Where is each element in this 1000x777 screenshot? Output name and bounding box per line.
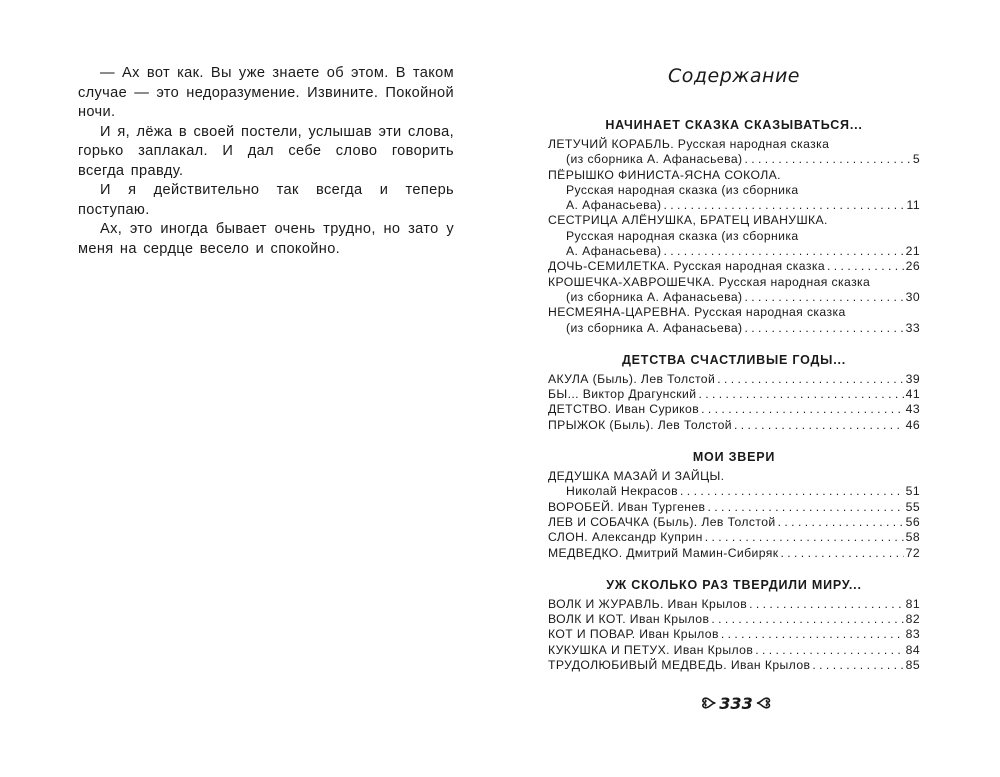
- toc-entry[interactable]: [548, 500, 920, 515]
- toc-entry-text: БЫ... Виктор Драгунский: [548, 387, 697, 402]
- toc-entry-text: ДОЧЬ-СЕМИЛЕТКА. Русская народная сказка: [548, 259, 826, 274]
- toc-entry[interactable]: [548, 597, 920, 612]
- toc-entry-text: КОТ И ПОВАР. Иван Крылов: [548, 627, 719, 642]
- toc-entry[interactable]: [548, 137, 920, 168]
- toc-entry[interactable]: [548, 530, 920, 545]
- toc-entry[interactable]: [548, 546, 920, 561]
- dot-leader: [744, 290, 903, 305]
- table-of-contents: [548, 64, 920, 687]
- toc-entry-line: [548, 418, 920, 433]
- toc-entry-page: 33: [905, 320, 920, 335]
- toc-entry-page: 51: [905, 484, 920, 499]
- toc-entry-line: [548, 372, 920, 387]
- toc-section: [548, 115, 920, 336]
- toc-entry-text: ПРЫЖОК (Быль). Лев Толстой: [548, 417, 733, 432]
- toc-entry-page: 83: [905, 627, 920, 642]
- toc-title: Содержание: [668, 65, 800, 87]
- toc-entry-page: 26: [905, 259, 920, 274]
- toc-entries: [548, 469, 920, 561]
- paragraph: — Ах вот как. Вы уже знаете об этом. В таком случае — это недоразумение. Извините. Покойной ночи.: [78, 65, 454, 120]
- toc-entry-line: [548, 168, 920, 183]
- toc-entry-text: А. Афанасьева): [566, 198, 662, 213]
- toc-entry-line: [548, 627, 920, 642]
- toc-entry-text: ЛЕТУЧИЙ КОРАБЛЬ. Русская народная сказка: [548, 137, 830, 151]
- toc-entry-page: 43: [905, 402, 920, 417]
- toc-entry[interactable]: [548, 275, 920, 306]
- toc-entry-text: ТРУДОЛЮБИВЫЙ МЕДВЕДЬ. Иван Крылов: [548, 658, 811, 673]
- toc-entry[interactable]: [548, 469, 920, 500]
- toc-section-title: МОИ ЗВЕРИ: [692, 450, 776, 465]
- toc-entry-text: КРОШЕЧКА-ХАВРОШЕЧКА. Русская народная сказка: [548, 274, 871, 289]
- dot-leader: [705, 530, 904, 545]
- toc-entry-text: ВОЛК И КОТ. Иван Крылов: [548, 612, 710, 627]
- toc-entry-text: ДЕТСТВО. Иван Суриков: [548, 402, 700, 417]
- toc-entry-text: (из сборника А. Афанасьева): [566, 320, 743, 335]
- toc-entry[interactable]: [548, 515, 920, 530]
- toc-entry-page: 81: [905, 596, 920, 611]
- dot-leader: [663, 198, 904, 213]
- dot-leader: [780, 546, 903, 561]
- toc-entry-line: [548, 137, 920, 152]
- toc-entry-text: ЛЕВ И СОБАЧКА (Быль). Лев Толстой: [548, 514, 776, 529]
- dot-leader: [701, 402, 904, 417]
- toc-entry[interactable]: [548, 372, 920, 387]
- toc-entry-line: [548, 515, 920, 530]
- dot-leader: [717, 372, 903, 387]
- toc-entry-text: МЕДВЕДКО. Дмитрий Мамин-Сибиряк: [548, 545, 779, 560]
- toc-entry-page: 55: [905, 499, 920, 514]
- dot-leader: [744, 152, 910, 167]
- toc-entry-line: [548, 244, 920, 259]
- toc-entry-line: [548, 305, 920, 320]
- dot-leader: [721, 627, 904, 642]
- toc-entry-line: [548, 402, 920, 417]
- dot-leader: [680, 484, 904, 499]
- toc-entry-text: КУКУШКА И ПЕТУХ. Иван Крылов: [548, 642, 754, 657]
- toc-entry-line: [548, 152, 920, 167]
- toc-entry-line: [548, 469, 920, 484]
- right-curl-ornament-icon: [755, 695, 772, 711]
- toc-entry-page: 46: [905, 417, 920, 432]
- dot-leader: [827, 259, 904, 274]
- toc-section: [548, 447, 920, 561]
- toc-entry-page: 56: [905, 514, 920, 529]
- toc-entry-line: [548, 321, 920, 336]
- dot-leader: [711, 612, 903, 627]
- toc-section-title: ДЕТСТВА СЧАСТЛИВЫЕ ГОДЫ...: [621, 352, 847, 367]
- dot-leader: [812, 658, 903, 673]
- toc-entry-text: АКУЛА (Быль). Лев Толстой: [548, 371, 716, 386]
- toc-entry-page: 58: [905, 530, 920, 545]
- toc-entry[interactable]: [548, 259, 920, 274]
- toc-entry-text: (из сборника А. Афанасьева): [566, 289, 743, 304]
- toc-section: [548, 350, 920, 433]
- toc-entry[interactable]: [548, 305, 920, 336]
- toc-entry-text: Николай Некрасов: [566, 484, 679, 499]
- paragraph: Ах, это иногда бывает очень трудно, но зато у меня на сердце весело и спокойно.: [78, 221, 454, 257]
- toc-entry-page: 84: [905, 642, 920, 657]
- toc-entry-page: 11: [906, 198, 920, 213]
- toc-entries: [548, 372, 920, 433]
- left-page-text: [78, 64, 454, 259]
- toc-entry[interactable]: [548, 168, 920, 214]
- dot-leader: [744, 321, 903, 336]
- toc-entry-line: [548, 229, 920, 244]
- toc-entry-line: [548, 387, 920, 402]
- toc-section: [548, 575, 920, 673]
- toc-entry[interactable]: [548, 387, 920, 402]
- toc-entry-text: ВОЛК И ЖУРАВЛЬ. Иван Крылов: [548, 596, 748, 611]
- toc-entry-line: [548, 597, 920, 612]
- toc-entry[interactable]: [548, 612, 920, 627]
- dot-leader: [663, 244, 903, 259]
- dot-leader: [698, 387, 903, 402]
- toc-entry[interactable]: [548, 418, 920, 433]
- toc-entries: [548, 137, 920, 336]
- toc-entry-text: ДЕДУШКА МАЗАЙ И ЗАЙЦЫ.: [548, 469, 725, 484]
- toc-entry-page: 21: [905, 244, 920, 259]
- page-number-footer: [700, 691, 772, 715]
- dot-leader: [755, 643, 903, 658]
- toc-entry-text: СЕСТРИЦА АЛЁНУШКА, БРАТЕЦ ИВАНУШКА.: [548, 213, 828, 228]
- dot-leader: [734, 418, 904, 433]
- toc-entry-text: СЛОН. Александр Куприн: [548, 530, 703, 545]
- toc-entry[interactable]: [548, 213, 920, 259]
- toc-sections: [548, 115, 920, 673]
- toc-entry-line: [548, 259, 920, 274]
- toc-section-title: УЖ СКОЛЬКО РАЗ ТВЕРДИЛИ МИРУ...: [606, 577, 862, 592]
- toc-entry[interactable]: [548, 643, 920, 658]
- toc-entry-line: [548, 658, 920, 673]
- toc-entry-page: 39: [905, 371, 920, 386]
- toc-entry[interactable]: [548, 627, 920, 642]
- toc-entry-text: Русская народная сказка (из сборника: [566, 228, 799, 243]
- paragraph: И я действительно так всегда и теперь поступаю.: [78, 182, 454, 218]
- toc-entry-line: [548, 484, 920, 499]
- toc-entry-page: 72: [905, 545, 920, 560]
- toc-entry-text: ПЁРЫШКО ФИНИСТА-ЯСНА СОКОЛА.: [548, 167, 781, 182]
- page-number: 333: [719, 693, 753, 713]
- paragraph: И я, лёжа в своей постели, услышав эти слова, горько заплакал. И дал себе слово говорить всегда правду.: [78, 123, 454, 179]
- toc-entry-text: (из сборника А. Афанасьева): [566, 152, 743, 167]
- toc-entry-text: Русская народная сказка (из сборника: [566, 182, 799, 197]
- toc-section-title: НАЧИНАЕТ СКАЗКА СКАЗЫВАТЬСЯ...: [605, 118, 863, 132]
- toc-entry-line: [548, 643, 920, 658]
- toc-entry-text: А. Афанасьева): [566, 244, 662, 259]
- toc-entry-line: [548, 290, 920, 305]
- toc-entry-line: [548, 198, 920, 213]
- dot-leader: [749, 597, 904, 612]
- dot-leader: [707, 500, 903, 515]
- toc-entry-line: [548, 546, 920, 561]
- toc-entry-page: 41: [905, 387, 920, 402]
- toc-entry[interactable]: [548, 402, 920, 417]
- toc-entry-page: 30: [905, 289, 920, 304]
- toc-entry-page: 85: [905, 658, 920, 673]
- toc-entry-line: [548, 530, 920, 545]
- toc-entry-text: НЕСМЕЯНА-ЦАРЕВНА. Русская народная сказка: [548, 305, 846, 320]
- toc-entry-page: 82: [905, 612, 920, 627]
- toc-entry-line: [548, 275, 920, 290]
- toc-entry-page: 5: [912, 152, 920, 167]
- toc-entry-line: [548, 612, 920, 627]
- toc-entry[interactable]: [548, 658, 920, 673]
- dot-leader: [778, 515, 904, 530]
- left-curl-ornament-icon: [700, 695, 717, 711]
- toc-entry-line: [548, 500, 920, 515]
- toc-entry-line: [548, 213, 920, 228]
- toc-entry-text: ВОРОБЕЙ. Иван Тургенев: [548, 499, 706, 514]
- toc-entries: [548, 597, 920, 673]
- toc-entry-line: [548, 183, 920, 198]
